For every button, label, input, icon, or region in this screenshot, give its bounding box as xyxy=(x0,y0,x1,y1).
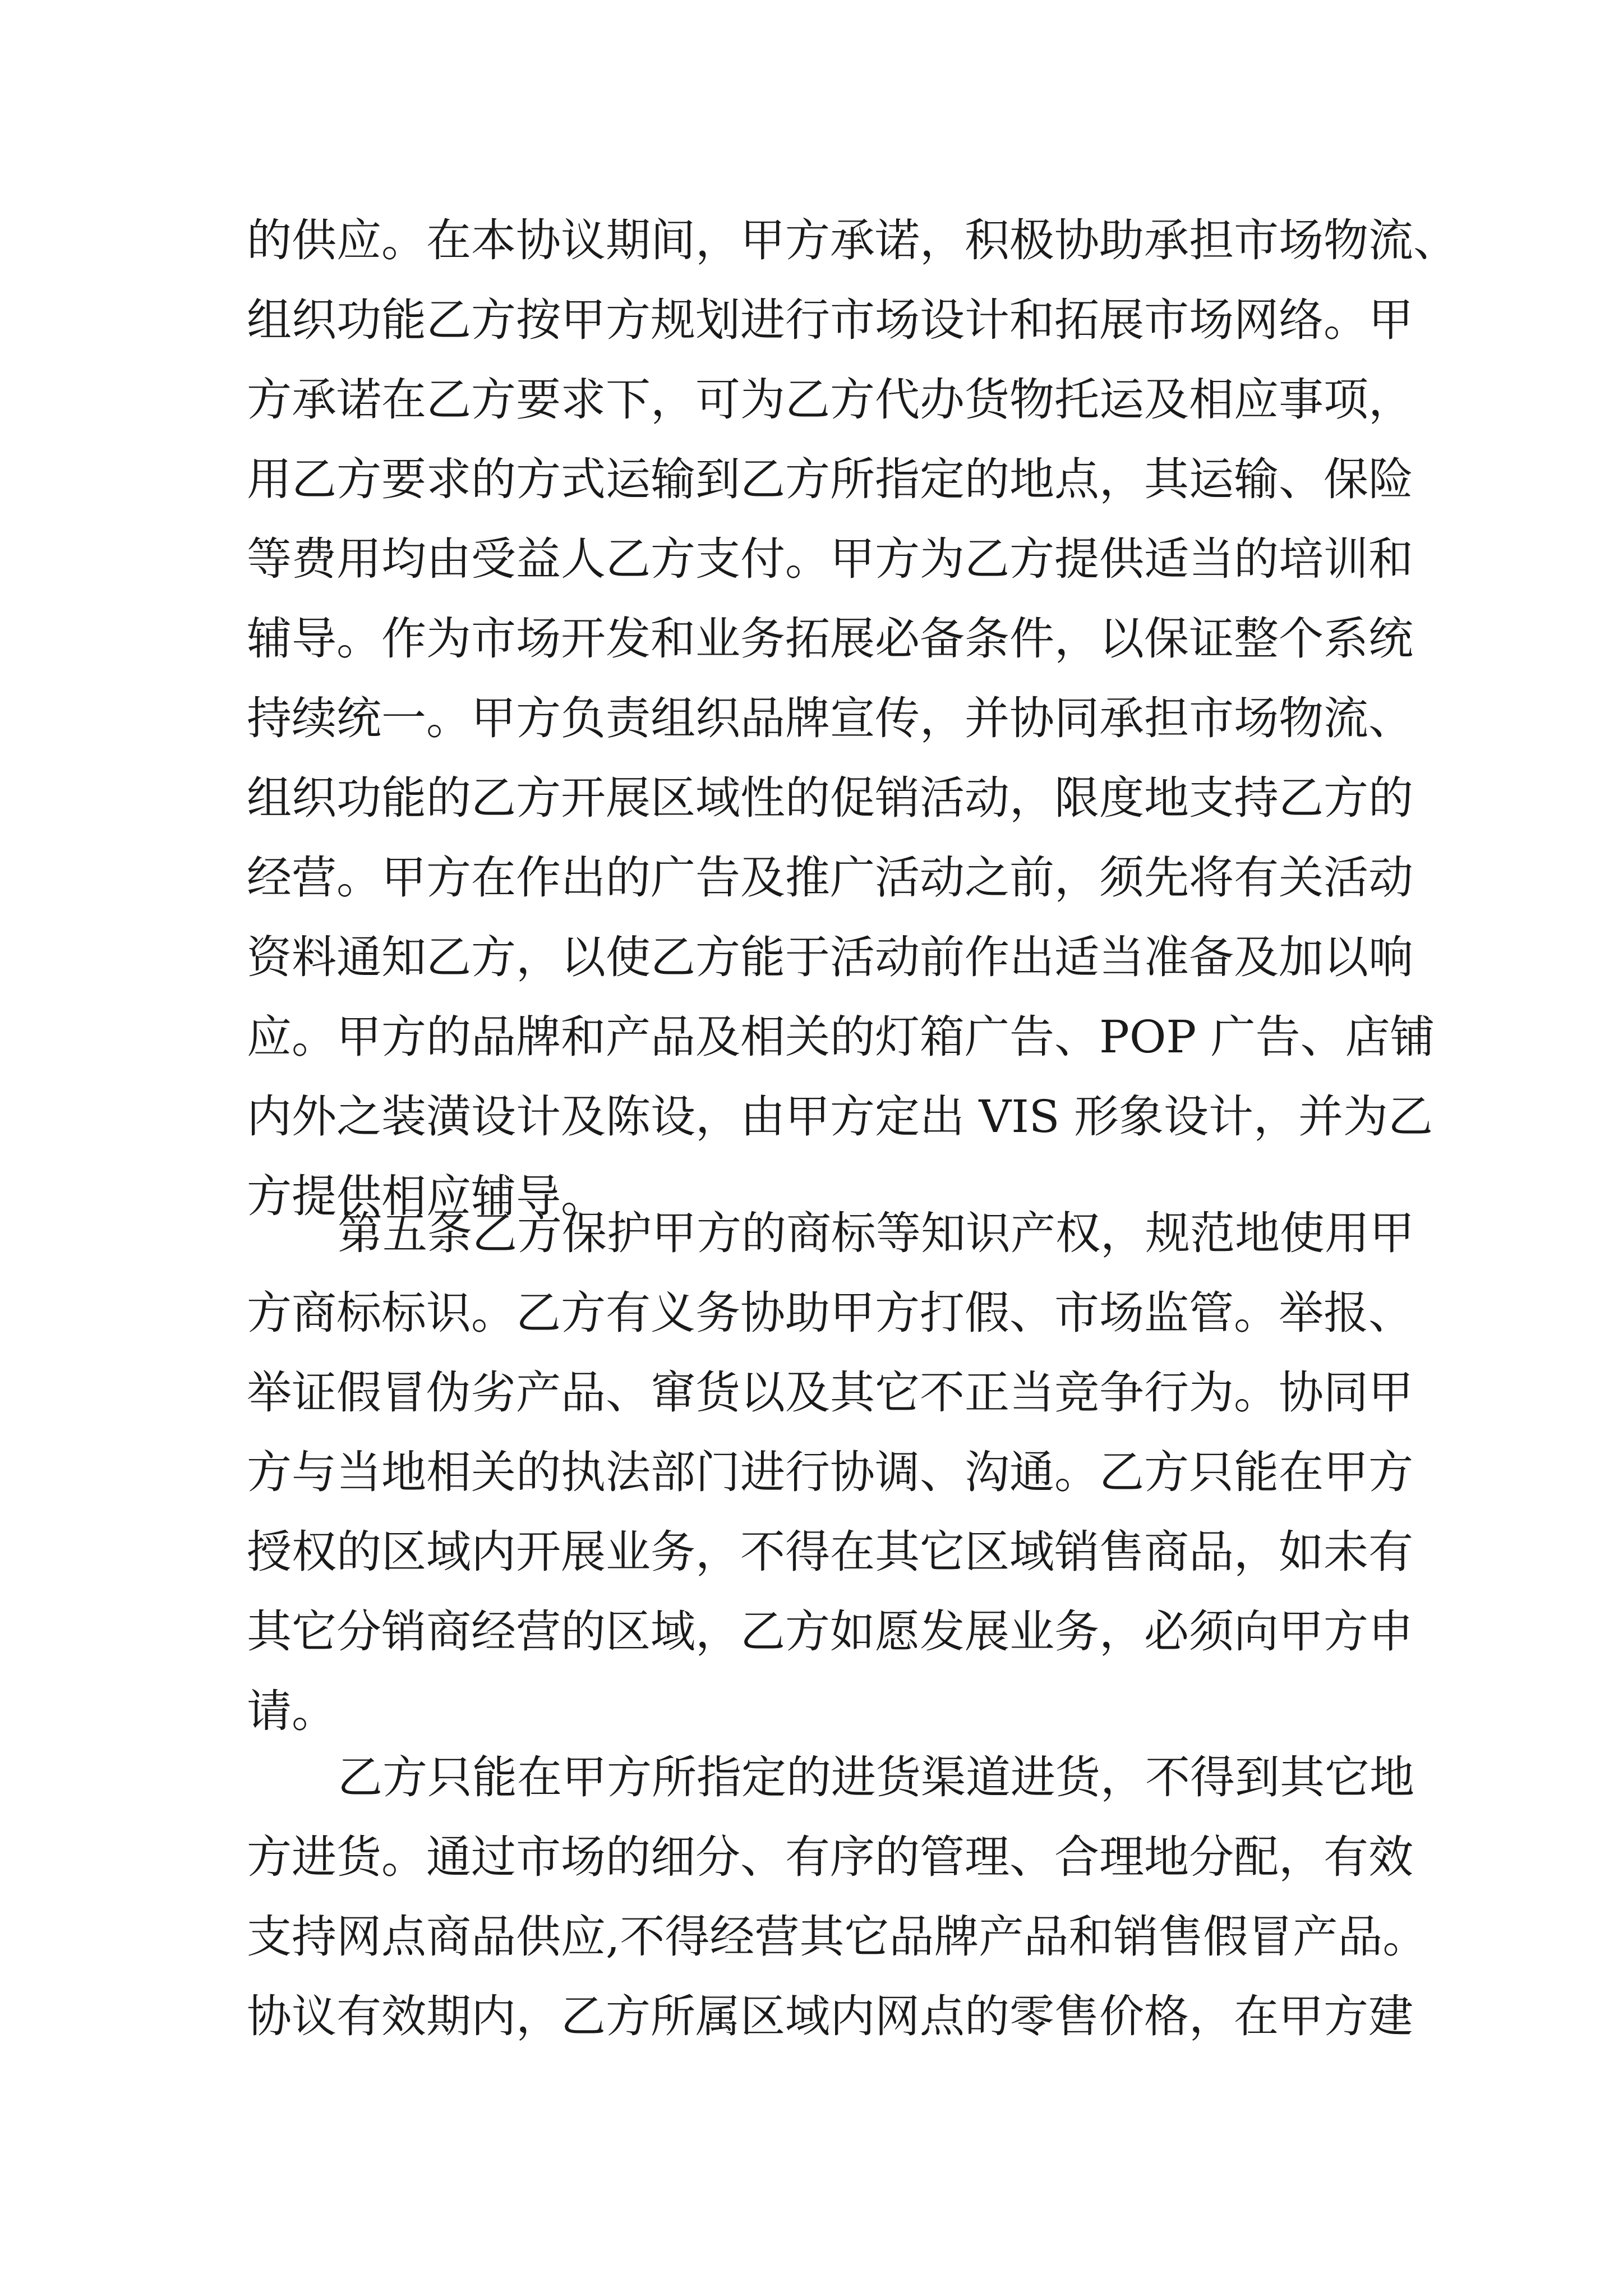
text-line: 应。甲方的品牌和产品及相关的灯箱广告、POP 广告、店铺 xyxy=(247,1011,1435,1063)
text-line: 辅导。作为市场开发和业务拓展必备条件，以保证整个系统 xyxy=(247,613,1413,665)
text-line: 内外之装潢设计及陈设，由甲方定出 VIS 形象设计，并为乙 xyxy=(247,1091,1433,1143)
text-line: 持续统一。甲方负责组织品牌宣传，并协同承担市场物流、 xyxy=(247,692,1413,744)
text-line: 用乙方要求的方式运输到乙方所指定的地点，其运输、保险 xyxy=(247,453,1413,505)
text-line: 组织功能乙方按甲方规划进行市场设计和拓展市场网络。甲 xyxy=(247,294,1413,346)
text-line: 举证假冒伪劣产品、窜货以及其它不正当竞争行为。协同甲 xyxy=(247,1366,1413,1419)
text-line: 资料通知乙方，以使乙方能于活动前作出适当准备及加以响 xyxy=(247,931,1413,983)
text-line: 组织功能的乙方开展区域性的促销活动，限度地支持乙方的 xyxy=(247,772,1413,824)
text-line: 方与当地相关的执法部门进行协调、沟通。乙方只能在甲方 xyxy=(247,1446,1413,1498)
text-line: 支持网点商品供应,不得经营其它品牌产品和销售假冒产品。 xyxy=(247,1911,1428,1963)
text-line: 经营。甲方在作出的广告及推广活动之前，须先将有关活动 xyxy=(247,852,1413,904)
text-line: 方承诺在乙方要求下，可为乙方代办货物托运及相应事项， xyxy=(247,374,1413,426)
paragraph-2 xyxy=(247,1194,1414,1751)
paragraph-1 xyxy=(247,201,1458,1236)
text-line: 乙方只能在甲方所指定的进货渠道进货，不得到其它地 xyxy=(338,1751,1414,1803)
text-line: 协议有效期内，乙方所属区域内网点的零售价格，在甲方建 xyxy=(247,1990,1413,2042)
text-line: 第五条乙方保护甲方的商标等知识产权，规范地使用甲 xyxy=(338,1207,1414,1259)
text-line: 授权的区域内开展业务，不得在其它区域销售商品，如未有 xyxy=(247,1526,1413,1578)
text-line: 方进货。通过市场的细分、有序的管理、合理地分配，有效 xyxy=(247,1831,1413,1883)
paragraph-3 xyxy=(247,1738,1428,2056)
text-line: 方提供相应辅导。 xyxy=(247,1170,606,1222)
text-line: 方商标标识。乙方有义务协助甲方打假、市场监管。举报、 xyxy=(247,1287,1413,1339)
text-line: 的供应。在本协议期间，甲方承诺，积极协助承担市场物流、 xyxy=(247,214,1458,266)
text-line: 其它分销商经营的区域，乙方如愿发展业务，必须向甲方申 xyxy=(247,1605,1413,1658)
text-line: 等费用均由受益人乙方支付。甲方为乙方提供适当的培训和 xyxy=(247,533,1413,585)
text-line: 请。 xyxy=(247,1685,336,1737)
